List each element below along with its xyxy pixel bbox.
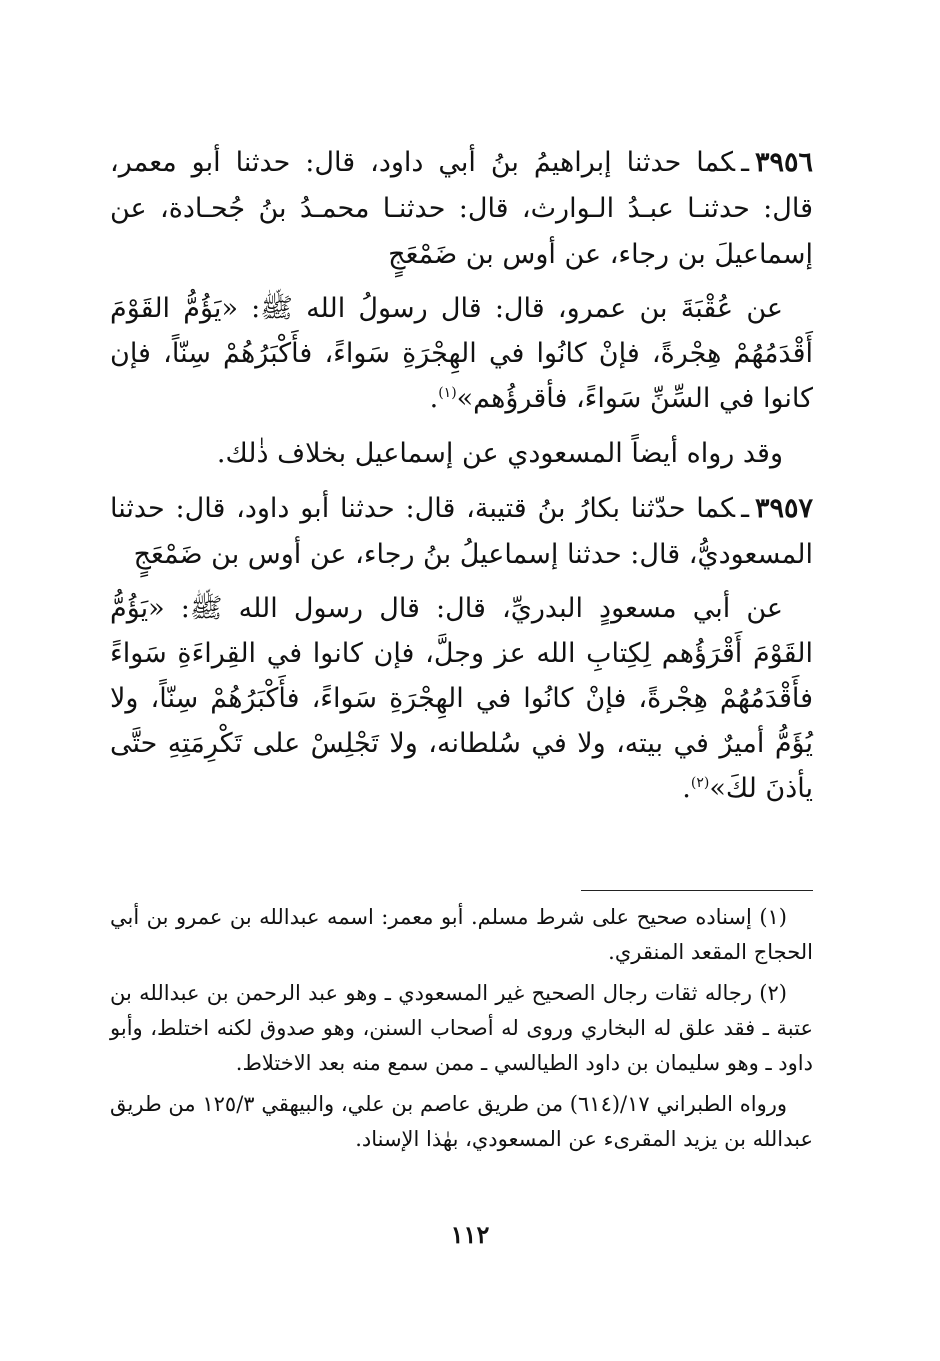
hadith-3956-isnad: ٣٩٥٦ـكما حدثنا إبراهيمُ بنُ أبي داود، قال: حدثنا أبو معمر، قال: حدثنـا عبـدُ الـوارث، قال: حدثنـا محمـدُ بنُ جُحـادة، عن إسماعيلَ بن رجاء، عن أوس بن ضَمْعَجٍ (110, 147, 813, 270)
footnote-1: (١) إسناده صحيح على شرط مسلم. أبو معمر: اسمه عبدالله بن عمرو بن أبي الحجاج المقعد المنقري. (110, 905, 813, 964)
footnote-2-continuation: ورواه الطبراني ١٧/(٦١٤) من طريق عاصم بن علي، والبيهقي ١٢٥/٣ من طريق عبدالله بن يزيد المقرىء عن المسعودي، بهٰذا الإسناد. (110, 1092, 813, 1151)
hadith-3956-matn: عن عُقْبَةَ بن عمرو، قال: قال رسولُ الله ﷺ: «يَؤُمُّ القَوْمَ أَقْدَمُهُمْ هِجْرةً، فإنْ كانُوا في الهِجْرَةِ سَواءً، فأَكْبَرُهُمْ سِنّاً، فإن كانوا في السِّنِّ سَواءً، فأقرؤُهم»$^{(١)}$. (110, 293, 813, 414)
hadith-3956-number: ٣٩٥٦ (754, 147, 813, 178)
hadith-3957-isnad-text: كما حدّثنا بكارُ بنُ قتيبة، قال: حدثنا أبو داود، قال: حدثنا المسعوديُّ، قال: حدثنا إسماعيلُ بنُ رجاء، عن أوس بن ضَمْعَجٍ (110, 493, 813, 570)
footnote-ref-1: (١) (438, 385, 457, 401)
hadith-3957-matn: عن أبي مسعودٍ البدريِّ، قال: قال رسول الله ﷺ: «يَؤُمُّ القَوْمَ أَقْرَؤُهم لِكِتابِ الله عز وجلَّ، فإن كانوا في القِراءَةِ سَواءً فأَقْدَمُهُمْ هِجْرةً، فإنْ كانُوا في الهِجْرَةِ سَواءً، فأَكْبَرُهُمْ سِنّاً، ولا يُؤَمُّ أميرٌ في بيته، ولا في سُلطانه، ولا تَجْلِسْ على تَكْرِمَتِهِ حتَّى يأذنَ لكَ»$^{(٢)}$. (110, 593, 813, 804)
hadith-3956 (110, 140, 813, 421)
footnote-2: (٢) رجاله ثقات رجال الصحيح غير المسعودي ـ وهو عبد الرحمن بن عبدالله بن عتبة ـ فقد علق له البخاري وروى له أصحاب السنن، وهو صدوق لكنه اختلط، وأبو داود ـ وهو سليمان بن داود الطيالسي ـ ممن سمع منه بعد الاختلاط. (110, 981, 813, 1075)
footnote-ref-2: (٢) (690, 775, 710, 791)
hadith-3956-isnad-text: كما حدثنا إبراهيمُ بنُ أبي داود، قال: حدثنا أبو معمر، قال: حدثنـا عبـدُ الـوارث، قال: حدثنـا محمـدُ بنُ جُحـادة، عن إسماعيلَ بن رجاء، عن أوس بن ضَمْعَجٍ (110, 147, 813, 270)
hadith-3957-number: ٣٩٥٧ (754, 493, 813, 524)
variant-note: وقد رواه أيضاً المسعودي عن إسماعيل بخلاف ذٰلك. (216, 438, 783, 469)
footnote-divider (581, 890, 813, 891)
hadith-3957-isnad: ٣٩٥٧ـكما حدّثنا بكارُ بنُ قتيبة، قال: حدثنا أبو داود، قال: حدثنا المسعوديُّ، قال: حدثنا إسماعيلُ بنُ رجاء، عن أوس بن ضَمْعَجٍ (110, 493, 813, 570)
page-body (110, 140, 813, 811)
footnotes (110, 900, 813, 1163)
hadith-3956-matn-text: عن عُقْبَةَ بن عمرو، قال: قال رسولُ الله ﷺ: «يَؤُمُّ القَوْمَ أَقْدَمُهُمْ هِجْرةً، فإنْ كانُوا في الهِجْرَةِ سَواءً، فأَكْبَرُهُمْ سِنّاً، فإن كانوا في السِّنِّ سَواءً، فأقرؤُهم» (110, 293, 813, 414)
page-number: ١١٢ (450, 1220, 490, 1249)
hadith-3957-matn-text: عن أبي مسعودٍ البدريِّ، قال: قال رسول الله ﷺ: «يَؤُمُّ القَوْمَ أَقْرَؤُهم لِكِتابِ الله عز وجلَّ، فإن كانوا في القِراءَةِ سَواءً فأَقْدَمُهُمْ هِجْرةً، فإنْ كانُوا في الهِجْرَةِ سَواءً، فأَكْبَرُهُمْ سِنّاً، ولا يُؤَمُّ أميرٌ في بيته، ولا في سُلطانه، ولا تَجْلِسْ على تَكْرِمَتِهِ حتَّى يأذنَ لكَ» (110, 593, 813, 804)
hadith-3957 (110, 486, 813, 811)
